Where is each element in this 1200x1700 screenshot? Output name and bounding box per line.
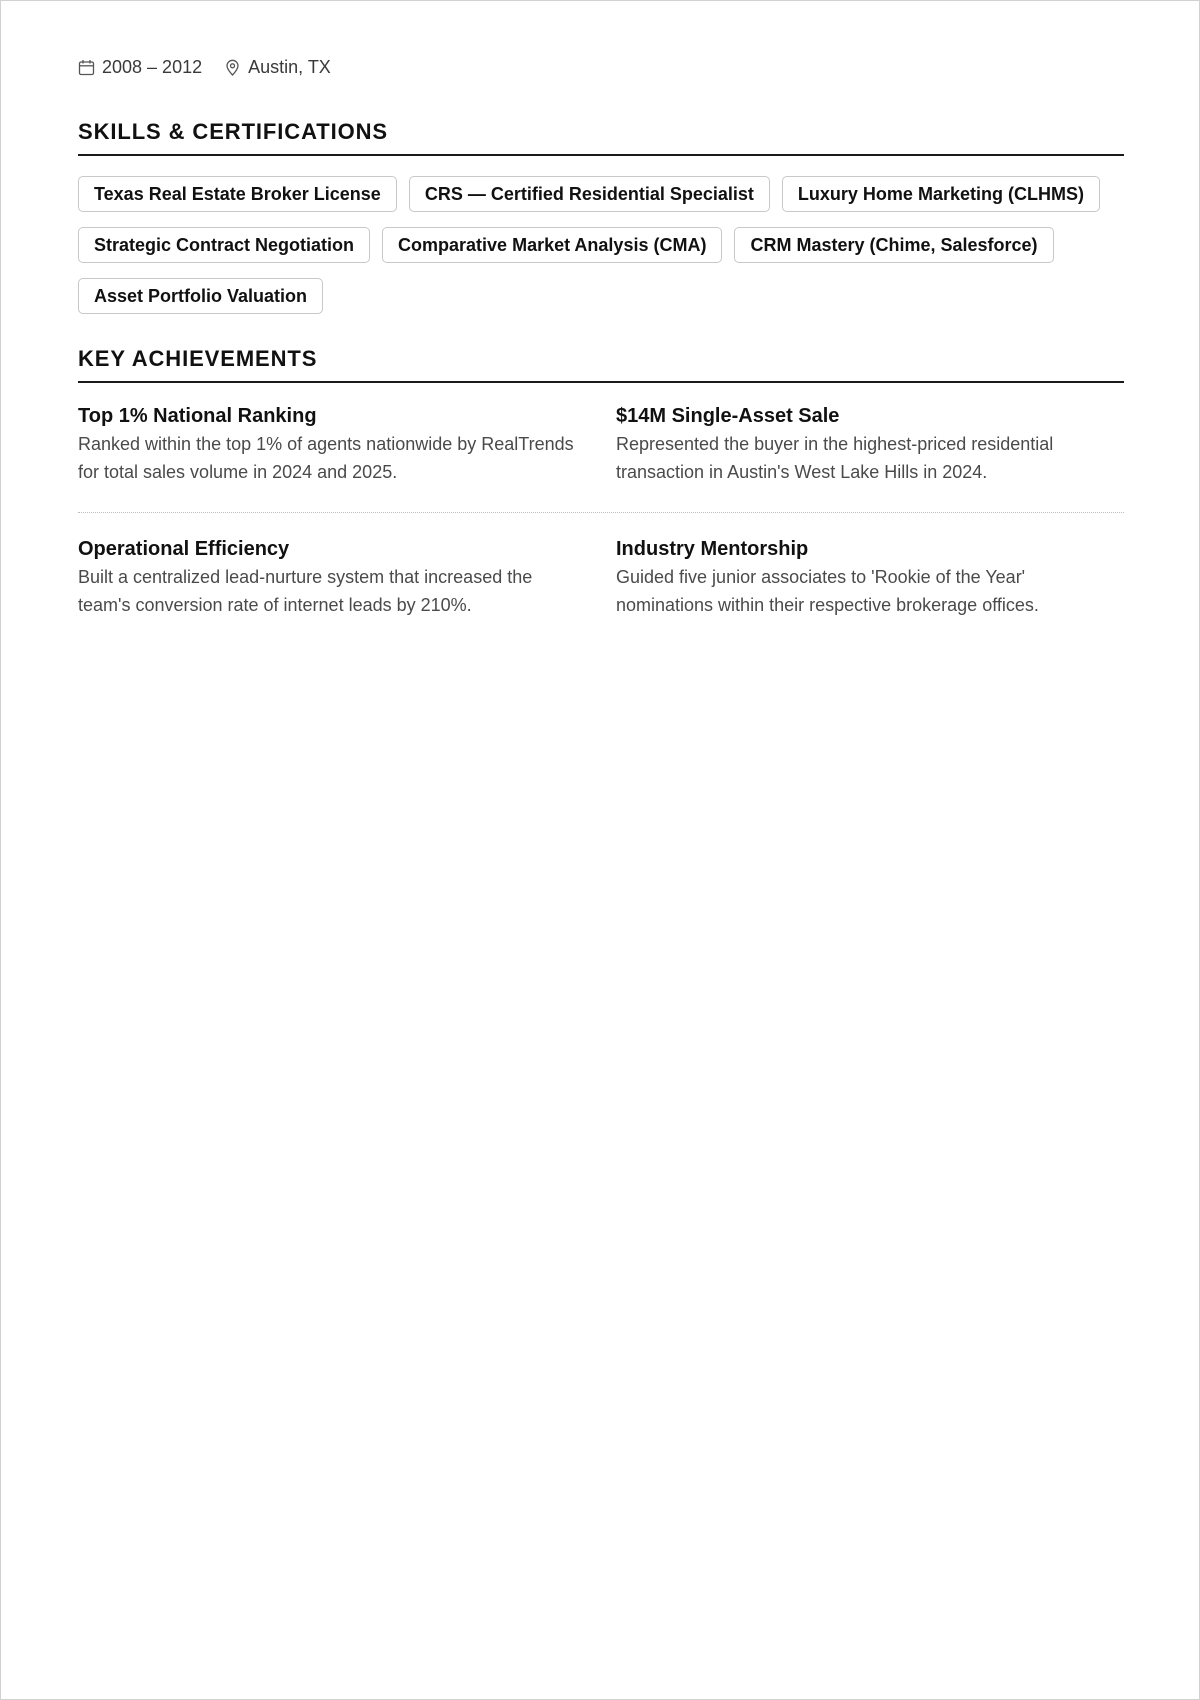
location: [224, 57, 331, 78]
achievement-item: [78, 536, 586, 619]
achievement-title: Top 1% National Ranking: [78, 405, 317, 427]
section-divider: [78, 381, 1124, 383]
achievement-item: [616, 536, 1124, 619]
resume-content: [78, 57, 1124, 619]
achievement-description: Represented the buyer in the highest-priced residential transaction in Austin's West Lake Hills in 2024.: [616, 434, 1054, 482]
skills-section: [78, 119, 1124, 314]
location-pin-icon: [224, 59, 248, 76]
achievement-title: Operational Efficiency: [78, 538, 290, 560]
skill-chip: Comparative Market Analysis (CMA): [382, 227, 722, 263]
location-text: Austin, TX: [248, 57, 331, 77]
achievements-row: [78, 403, 1124, 513]
calendar-icon: [78, 59, 102, 76]
achievement-item: [616, 403, 1124, 486]
skills-section-title: SKILLS & CERTIFICATIONS: [78, 119, 388, 144]
achievement-title: Industry Mentorship: [616, 538, 809, 560]
skills-chip-list: [78, 176, 1124, 314]
achievement-item: [78, 403, 586, 486]
achievement-description: Ranked within the top 1% of agents nationwide by RealTrends for total sales volume in 2024 and 2025.: [78, 434, 574, 482]
achievement-description: Guided five junior associates to 'Rookie of the Year' nominations within their respective brokerage offices.: [616, 567, 1039, 615]
skill-chip: CRS — Certified Residential Specialist: [409, 176, 770, 212]
skill-chip: CRM Mastery (Chime, Salesforce): [734, 227, 1053, 263]
skill-chip: Luxury Home Marketing (CLHMS): [782, 176, 1100, 212]
skill-chip: Asset Portfolio Valuation: [78, 278, 323, 314]
achievements-grid: [78, 403, 1124, 619]
section-divider: [78, 154, 1124, 156]
date-range-text: 2008 – 2012: [102, 57, 203, 77]
achievement-title: $14M Single-Asset Sale: [616, 405, 840, 427]
meta-row: [78, 57, 1124, 78]
skill-chip: Strategic Contract Negotiation: [78, 227, 370, 263]
achievements-row: [78, 513, 1124, 619]
achievements-section-title: KEY ACHIEVEMENTS: [78, 346, 318, 371]
achievements-section: [78, 346, 1124, 619]
date-range: [78, 57, 202, 78]
achievement-description: Built a centralized lead-nurture system that increased the team's conversion rate of internet leads by 210%.: [78, 567, 533, 615]
skill-chip: Texas Real Estate Broker License: [78, 176, 397, 212]
